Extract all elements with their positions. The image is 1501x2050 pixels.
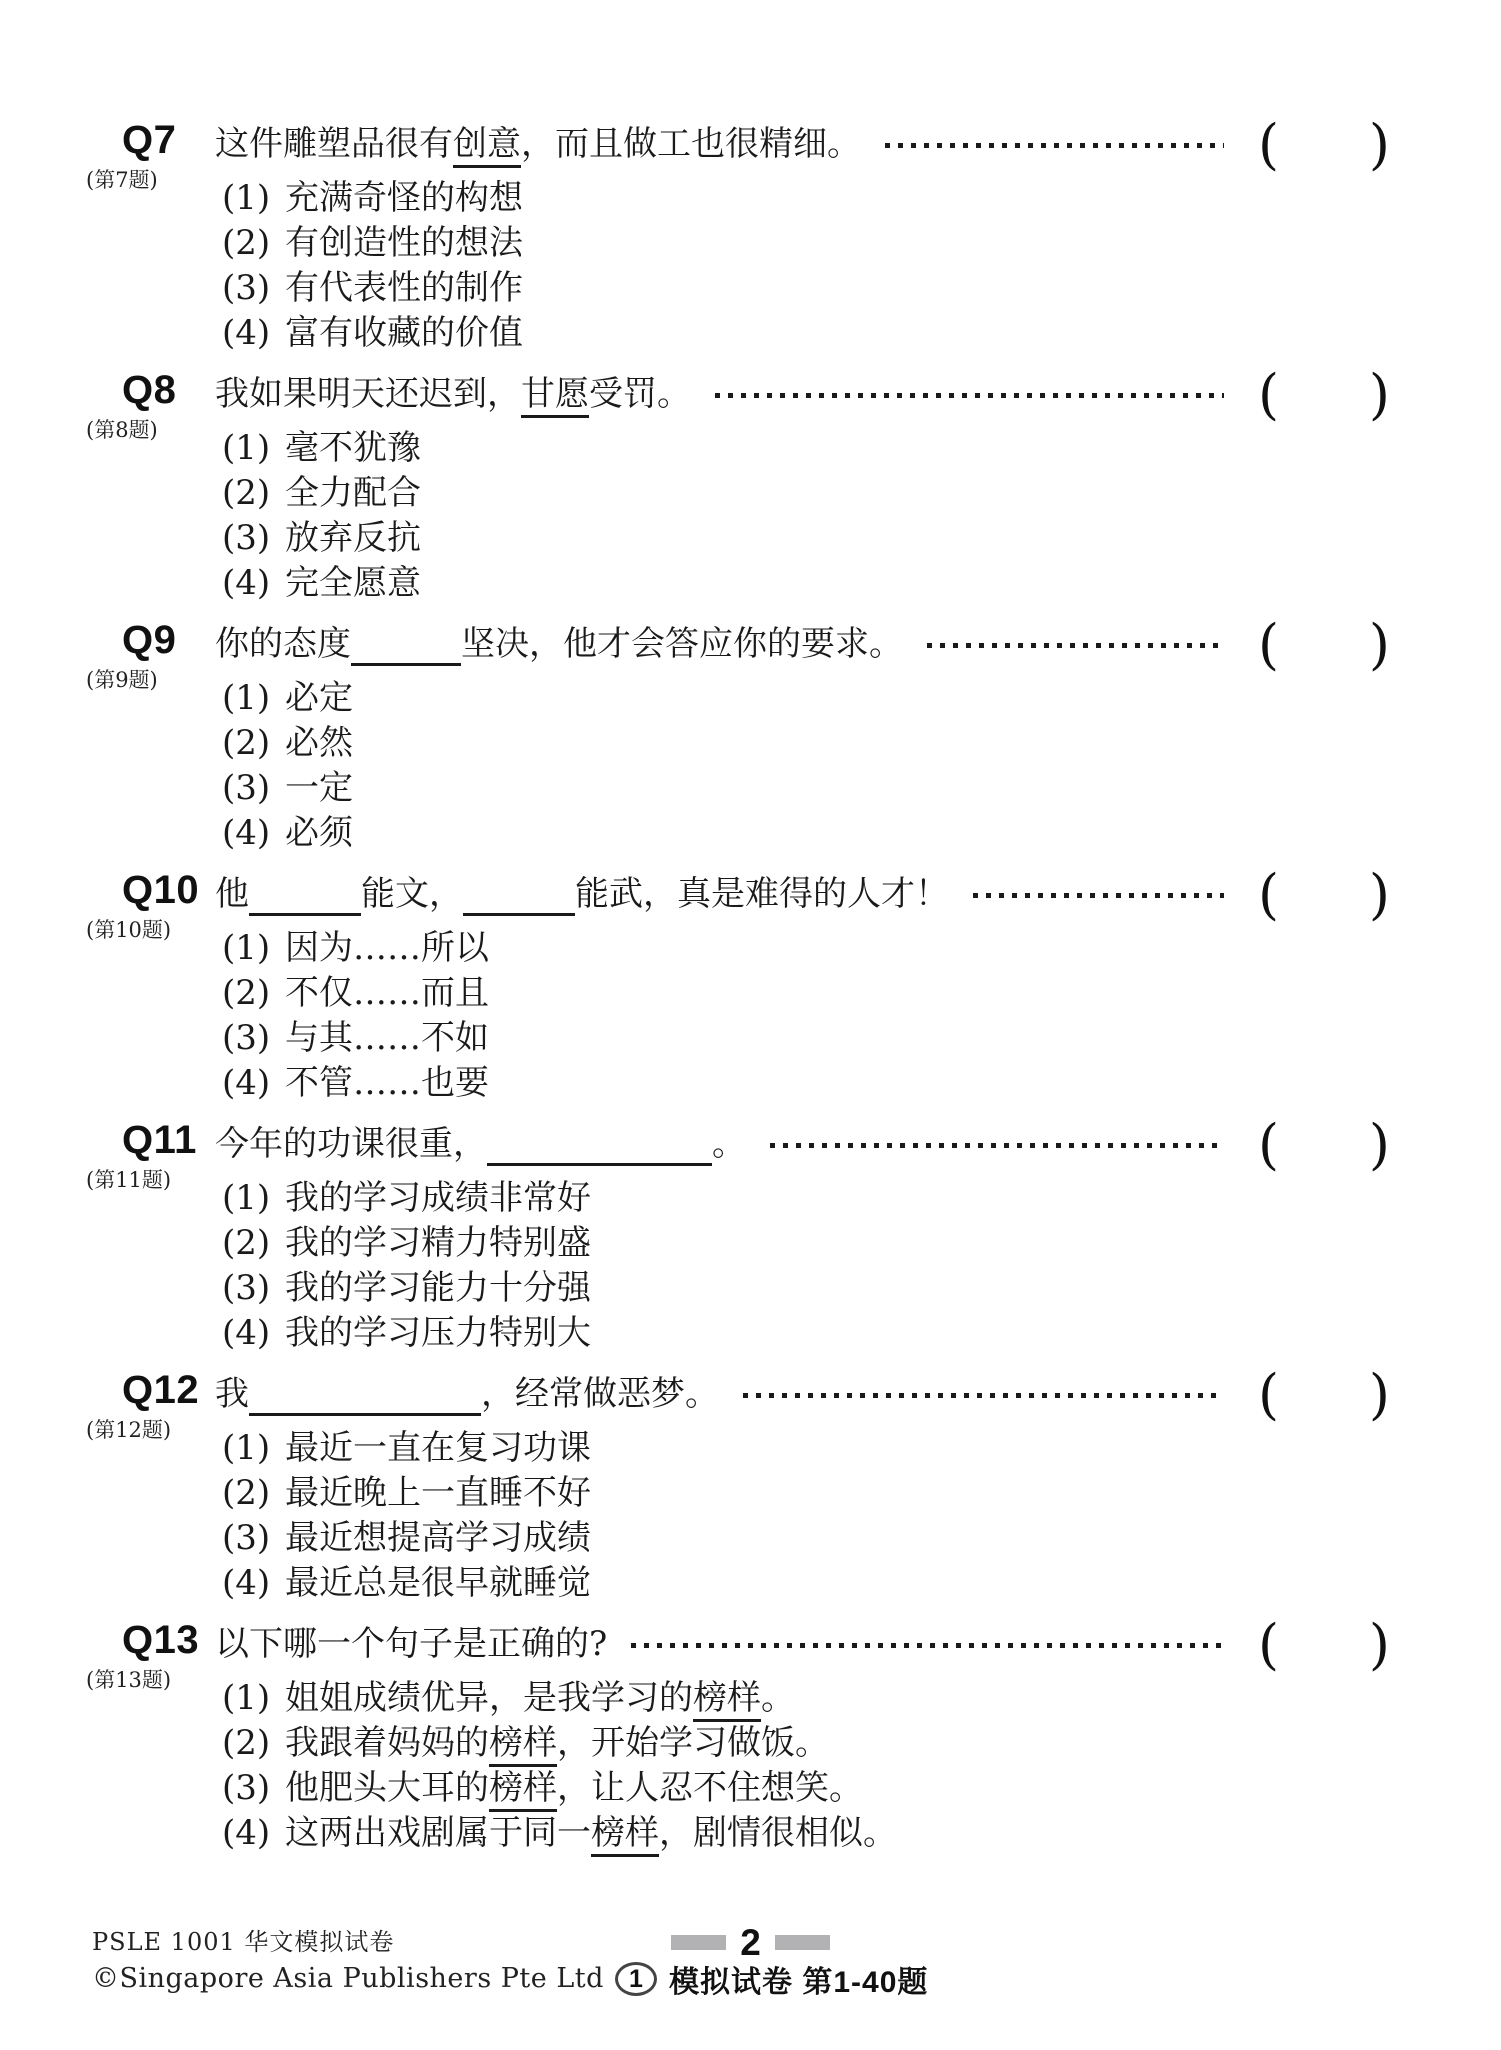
option-row [222, 222, 523, 264]
answer-close-paren: ) [1368, 363, 1390, 426]
option-row [222, 972, 489, 1014]
underlined-word: 创意 [453, 124, 521, 168]
underlined-word: 甘愿 [521, 374, 589, 418]
answer-parentheses [1258, 365, 1390, 425]
answer-close-paren: ) [1368, 113, 1390, 176]
option-row [222, 1427, 591, 1469]
option-text [285, 222, 523, 264]
option-text [285, 1017, 489, 1059]
option-row [222, 177, 523, 219]
text-segment: ，剧情很相似。 [659, 1813, 897, 1853]
question-stem [215, 872, 949, 916]
underlined-word: 榜样 [489, 1768, 557, 1812]
option-number: (1) [222, 678, 271, 718]
question-stem-row [215, 1363, 1390, 1426]
series-row [615, 1958, 928, 2000]
page-number-row [0, 1922, 1501, 1962]
question-sub-label: (第12题) [86, 1418, 172, 1442]
option-number: (3) [222, 1268, 271, 1308]
answer-parentheses [1258, 1365, 1390, 1425]
option-row [222, 1267, 591, 1309]
text-segment: 有代表性的制作 [285, 268, 523, 308]
option-row [222, 1017, 489, 1059]
text-segment: 他肥头大耳的 [285, 1768, 489, 1808]
underlined-word: 榜样 [693, 1678, 761, 1722]
question-sub-label: (第11题) [86, 1168, 172, 1192]
option-row [222, 267, 523, 309]
option-number: (1) [222, 928, 271, 968]
option-row [222, 767, 353, 809]
option-text [285, 812, 353, 854]
question-stem [215, 372, 691, 416]
page-number: 2 [740, 1921, 761, 1963]
text-segment: 姐姐成绩优异，是我学习的 [285, 1678, 693, 1718]
question-number: Q13 [122, 1618, 200, 1662]
option-row [222, 1767, 863, 1809]
option-number: (4) [222, 1813, 271, 1853]
option-row [222, 1312, 591, 1354]
text-segment: 一定 [285, 768, 353, 808]
option-row [222, 1722, 829, 1764]
option-row [222, 517, 421, 559]
option-text [285, 972, 489, 1014]
option-text [285, 517, 421, 559]
option-text [285, 1222, 591, 1264]
question-number: Q7 [122, 118, 177, 162]
text-segment: 我的学习精力特别盛 [285, 1223, 591, 1263]
blank-line [351, 627, 461, 666]
option-text [285, 1517, 591, 1559]
option-number: (1) [222, 428, 271, 468]
question-stem-row [215, 613, 1390, 676]
text-segment: 最近想提高学习成绩 [285, 1518, 591, 1558]
option-number: (4) [222, 1313, 271, 1353]
option-row [222, 427, 421, 469]
question-sub-label: (第8题) [86, 418, 158, 442]
text-segment: 。 [712, 1124, 746, 1164]
text-segment: 今年的功课很重， [215, 1124, 487, 1164]
option-text [285, 1472, 591, 1514]
answer-open-paren: ( [1258, 1363, 1280, 1426]
answer-open-paren: ( [1258, 1613, 1280, 1676]
text-segment: 受罚。 [589, 374, 691, 414]
text-segment: 必定 [285, 678, 353, 718]
option-row [222, 472, 421, 514]
option-row [222, 562, 421, 604]
option-number: (2) [222, 1723, 271, 1763]
option-row [222, 722, 353, 764]
question-sub-label: (第7题) [86, 168, 158, 192]
text-segment: 必然 [285, 723, 353, 763]
option-row [222, 1472, 591, 1514]
question-stem-row [215, 1113, 1390, 1176]
text-segment: 我的学习压力特别大 [285, 1313, 591, 1353]
dotted-leader [631, 1643, 1224, 1648]
text-segment: 我的学习能力十分强 [285, 1268, 591, 1308]
option-number: (3) [222, 518, 271, 558]
option-number: (4) [222, 563, 271, 603]
text-segment: 这件雕塑品很有 [215, 124, 453, 164]
text-segment: 能武，真是难得的人才！ [575, 874, 949, 914]
question-stem [215, 122, 861, 166]
question-stem [215, 1622, 607, 1666]
text-segment: 最近一直在复习功课 [285, 1428, 591, 1468]
option-number: (1) [222, 178, 271, 218]
answer-close-paren: ) [1368, 613, 1390, 676]
page-number-bar-right [775, 1935, 830, 1950]
option-text [285, 312, 523, 354]
question-number: Q12 [122, 1368, 200, 1412]
option-number: (4) [222, 813, 271, 853]
option-text [285, 1562, 591, 1604]
answer-open-paren: ( [1258, 613, 1280, 676]
blank-line [249, 1377, 481, 1416]
underlined-word: 榜样 [489, 1723, 557, 1767]
answer-close-paren: ) [1368, 1613, 1390, 1676]
blank-line [249, 877, 361, 916]
text-segment: 你的态度 [215, 624, 351, 664]
question-number: Q11 [122, 1118, 197, 1162]
answer-parentheses [1258, 865, 1390, 925]
answer-parentheses [1258, 115, 1390, 175]
option-row [222, 1177, 591, 1219]
text-segment: 富有收藏的价值 [285, 313, 523, 353]
option-number: (4) [222, 313, 271, 353]
text-segment: 最近总是很早就睡觉 [285, 1563, 591, 1603]
option-text [285, 1677, 795, 1719]
option-number: (1) [222, 1678, 271, 1718]
text-segment: 这两出戏剧属于同一 [285, 1813, 591, 1853]
series-badge-number: 1 [629, 1964, 643, 1993]
option-text [285, 1267, 591, 1309]
text-segment: 最近晚上一直睡不好 [285, 1473, 591, 1513]
dotted-leader [715, 393, 1224, 398]
option-number: (3) [222, 1768, 271, 1808]
option-number: (2) [222, 1223, 271, 1263]
question-sub-label: (第9题) [86, 668, 158, 692]
text-segment: 放弃反抗 [285, 518, 421, 558]
option-number: (1) [222, 1428, 271, 1468]
answer-open-paren: ( [1258, 363, 1280, 426]
text-segment: 他 [215, 874, 249, 914]
series-badge-circle [615, 1962, 657, 1996]
answer-parentheses [1258, 1115, 1390, 1175]
option-text [285, 927, 489, 969]
answer-close-paren: ) [1368, 1363, 1390, 1426]
option-number: (3) [222, 1018, 271, 1058]
question-stem-row [215, 1613, 1390, 1676]
option-row [222, 677, 353, 719]
option-text [285, 1427, 591, 1469]
text-segment: 完全愿意 [285, 563, 421, 603]
option-row [222, 1562, 591, 1604]
option-text [285, 1767, 863, 1809]
question-sub-label: (第13题) [86, 1668, 172, 1692]
text-segment: 必须 [285, 813, 353, 853]
text-segment: 我 [215, 1374, 249, 1414]
dotted-leader [927, 643, 1224, 648]
answer-close-paren: ) [1368, 1113, 1390, 1176]
option-text [285, 1812, 897, 1854]
dotted-leader [885, 143, 1224, 148]
option-number: (3) [222, 1518, 271, 1558]
answer-close-paren: ) [1368, 863, 1390, 926]
option-row [222, 927, 489, 969]
option-number: (3) [222, 268, 271, 308]
text-segment: 毫不犹豫 [285, 428, 421, 468]
question-stem [215, 1372, 719, 1416]
question-number: Q10 [122, 868, 200, 912]
answer-open-paren: ( [1258, 863, 1280, 926]
text-segment: 能文， [361, 874, 463, 914]
option-number: (2) [222, 973, 271, 1013]
question-number: Q9 [122, 618, 177, 662]
option-row [222, 1677, 795, 1719]
option-number: (3) [222, 768, 271, 808]
option-number: (4) [222, 1563, 271, 1603]
question-sub-label: (第10题) [86, 918, 172, 942]
option-text [285, 562, 421, 604]
option-number: (2) [222, 723, 271, 763]
option-text [285, 1722, 829, 1764]
question-stem-row [215, 863, 1390, 926]
answer-open-paren: ( [1258, 113, 1280, 176]
option-text [285, 1177, 591, 1219]
footer-publisher: ©Singapore Asia Publishers Pte Ltd [92, 1963, 604, 1994]
text-segment: ，开始学习做饭。 [557, 1723, 829, 1763]
text-segment: ，让人忍不住想笑。 [557, 1768, 863, 1808]
answer-parentheses [1258, 615, 1390, 675]
dotted-leader [973, 893, 1224, 898]
answer-parentheses [1258, 1615, 1390, 1675]
option-number: (2) [222, 223, 271, 263]
text-segment: 不仅……而且 [285, 973, 489, 1013]
option-text [285, 427, 421, 469]
footer-book-title: PSLE 1001 华文模拟试卷 [92, 1928, 395, 1956]
option-row [222, 1222, 591, 1264]
option-number: (4) [222, 1063, 271, 1103]
text-segment: 全力配合 [285, 473, 421, 513]
series-label: 模拟试卷 第1-40题 [669, 1966, 929, 1999]
option-text [285, 1312, 591, 1354]
underlined-word: 榜样 [591, 1813, 659, 1857]
question-stem [215, 1122, 746, 1166]
option-row [222, 812, 353, 854]
text-segment: 以下哪一个句子是正确的? [215, 1624, 608, 1664]
text-segment: 不管……也要 [285, 1063, 489, 1103]
text-segment: 我跟着妈妈的 [285, 1723, 489, 1763]
question-stem [215, 622, 903, 666]
text-segment: 坚决，他才会答应你的要求。 [461, 624, 903, 664]
text-segment: 我如果明天还迟到， [215, 374, 521, 414]
page-number-bar-left [671, 1935, 726, 1950]
option-number: (2) [222, 473, 271, 513]
option-text [285, 267, 523, 309]
text-segment: ，而且做工也很精细。 [521, 124, 861, 164]
dotted-leader [770, 1143, 1224, 1148]
option-text [285, 722, 353, 764]
option-row [222, 1062, 489, 1104]
text-segment: 因为……所以 [285, 928, 489, 968]
text-segment: ，经常做恶梦。 [481, 1374, 719, 1414]
option-text [285, 177, 523, 219]
option-row [222, 1517, 591, 1559]
option-number: (2) [222, 1473, 271, 1513]
option-row [222, 1812, 897, 1854]
option-number: (1) [222, 1178, 271, 1218]
question-stem-row [215, 363, 1390, 426]
option-text [285, 472, 421, 514]
blank-line [487, 1127, 712, 1166]
option-text [285, 1062, 489, 1104]
dotted-leader [743, 1393, 1224, 1398]
option-text [285, 767, 353, 809]
blank-line [463, 877, 575, 916]
text-segment: 我的学习成绩非常好 [285, 1178, 591, 1218]
text-segment: 与其……不如 [285, 1018, 489, 1058]
text-segment: 有创造性的想法 [285, 223, 523, 263]
question-number: Q8 [122, 368, 177, 412]
option-text [285, 677, 353, 719]
text-segment: 。 [761, 1678, 795, 1718]
option-row [222, 312, 523, 354]
answer-open-paren: ( [1258, 1113, 1280, 1176]
question-stem-row [215, 113, 1390, 176]
text-segment: 充满奇怪的构想 [285, 178, 523, 218]
